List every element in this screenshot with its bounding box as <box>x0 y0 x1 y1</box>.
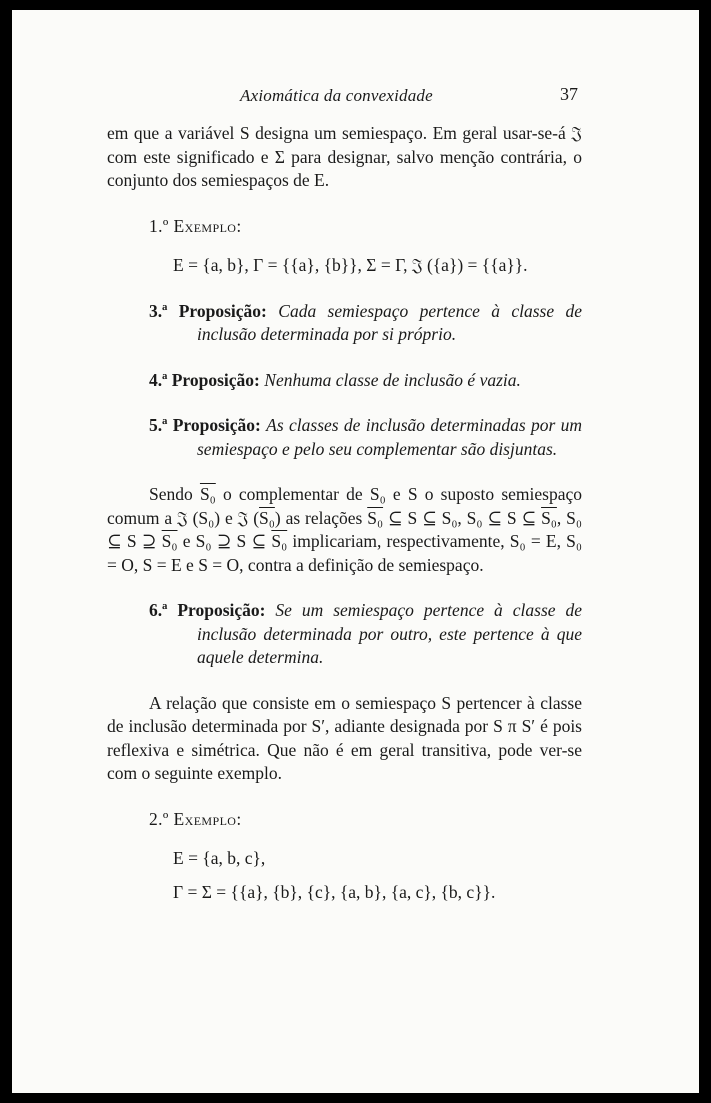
example-1-number: 1.º <box>149 215 169 236</box>
s0-complement: S₀ <box>259 507 275 528</box>
proposition-3-text: Cada semiespaço pertence à classe de inclusão determinada por si próprio. <box>197 300 583 344</box>
example-2-formula-2: Γ = Σ = {{a}, {b}, {c}, {a, b}, {a, c}, {b, c}}. <box>173 881 496 902</box>
example-2-colon: : <box>236 808 242 829</box>
example-2-formula-1: E = {a, b, c}, <box>173 848 266 868</box>
s0-complement: S₀ <box>199 484 216 504</box>
intro-paragraph: em que a variável S designa um semiespaço. Em geral usar-se-á 𝔍 com este significado e Σ para designar, salvo menção contrária, o conjunto dos semiespaços de E. <box>107 123 582 190</box>
s0-complement: S₀ <box>161 531 178 551</box>
page <box>12 10 699 1093</box>
proof-paragraph <box>107 483 582 577</box>
proposition-5-label: 5.ª Proposição: <box>149 415 261 435</box>
s0-complement: S₀ <box>271 531 288 551</box>
example-1-formula: E = {a, b}, Γ = {{a}, {b}}, Σ = Γ, 𝔍 ({a}) = {{a}}. <box>173 255 528 275</box>
proof-text-2: o complementar de S₀ e S o suposto semiespaço comum a 𝔍 (S₀) e 𝔍 ( <box>107 484 583 528</box>
proposition-3-label: 3.ª Proposição: <box>149 300 267 321</box>
proposition-5-text: As classes de inclusão determinadas por um semiespaço e pelo seu complementar são disjuntas. <box>197 415 582 459</box>
relation-paragraph: A relação que consiste em o semiespaço S pertencer à classe de inclusão determinada por S′, adiante designada por S π S′ é pois reflexiva e simétrica. Que não é em geral transitiva, pode ver-se com o seguinte exemplo. <box>107 692 582 783</box>
proposition-6-text: Se um semiespaço pertence à classe de inclusão determinada por outro, este pertence à que aquele determina. <box>197 600 582 667</box>
s0-complement: S₀ <box>367 507 384 528</box>
example-1-label: Exemplo <box>173 215 237 236</box>
example-1-colon: : <box>236 215 242 236</box>
proposition-4-text: Nenhuma classe de inclusão é vazia. <box>264 369 521 390</box>
proof-text-7: implicariam, respectivamente, S₀ = E, S₀ = O, S = E e S = O, contra a definição de semiespaço. <box>107 531 582 575</box>
proof-text-6: e S₀ ⊇ S ⊆ <box>177 531 272 551</box>
proof-text-1: Sendo <box>149 484 200 504</box>
proposition-4 <box>107 369 582 393</box>
proof-text-5: , S₀ ⊆ S ⊇ <box>107 507 582 551</box>
s0-complement: S₀ <box>541 507 557 528</box>
proposition-4-label: 4.ª Proposição: <box>149 369 260 390</box>
proposition-3 <box>107 300 582 347</box>
page-number: 37 <box>560 84 578 104</box>
proof-text-3: ) as relações <box>274 507 368 528</box>
example-2-number: 2.º <box>149 808 169 829</box>
example-2-heading <box>149 808 582 832</box>
example-1-heading <box>149 215 582 239</box>
page-header <box>12 82 699 112</box>
proposition-6-label: 6.ª Proposição: <box>149 600 266 620</box>
running-title: Axiomática da convexidade <box>240 86 433 105</box>
page-body <box>107 122 582 904</box>
example-2-label: Exemplo <box>173 808 237 829</box>
proposition-6 <box>107 599 582 670</box>
proof-text-4: ⊆ S ⊆ S₀, S₀ ⊆ S ⊆ <box>383 507 542 528</box>
proposition-5 <box>107 414 582 461</box>
